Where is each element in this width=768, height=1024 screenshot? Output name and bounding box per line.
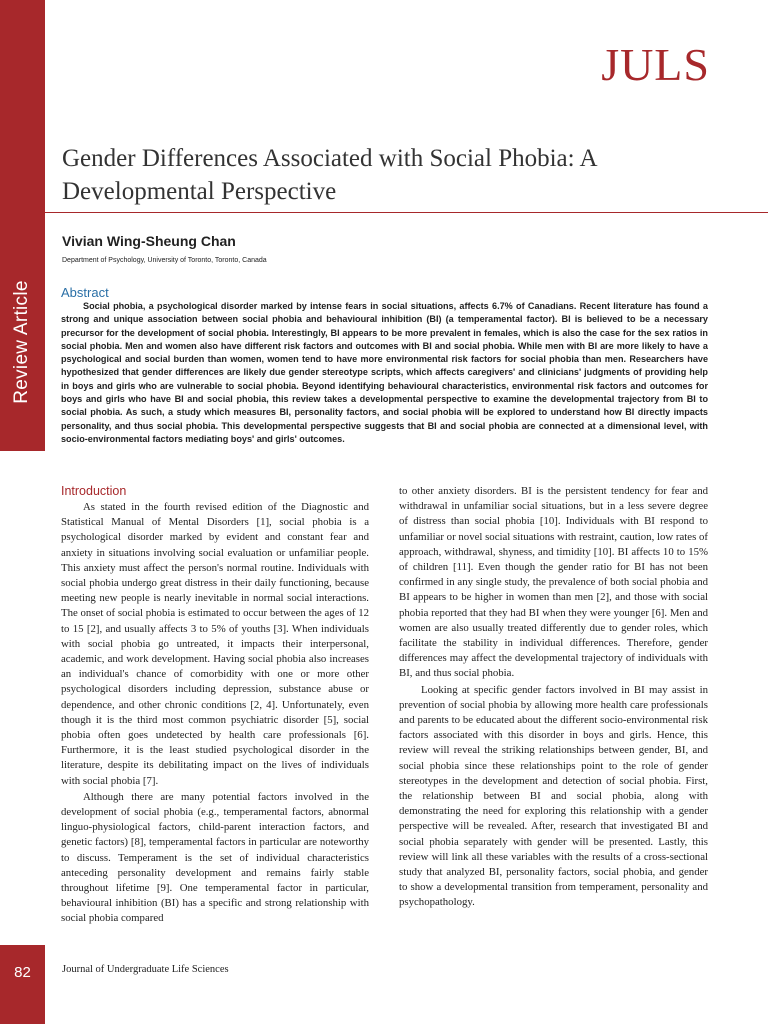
abstract-heading: Abstract [61, 285, 109, 300]
sidebar-band [0, 0, 45, 451]
article-title: Gender Differences Associated with Social Phobia: A Developmental Perspective [62, 145, 597, 205]
author-affiliation: Department of Psychology, University of Toronto, Toronto, Canada [62, 257, 267, 264]
body-paragraph: to other anxiety disorders. BI is the persistent tendency for fear and withdrawal in unfamiliar social situations, but in a less severe degree of distress than social phobia [10]. Individuals with BI respond to unfamiliar or novel social situations with restraint, caution, low rates of approach, withdrawal, shyness, and timidity [10]. BI affects 10 to 15% of children [11]. Even though the gender ratio for BI has not been confirmed in any single study, the prevalence of both social phobia and BI appears to be higher in women than men [2], and those with social phobia reported that they had BI when they were younger [6]. Men and women are also usually treated differently due to gender roles, which facilitate the stability in individual differences. Therefore, gender differences may affect the developmental trajectory of individuals with BI, and thus social phobia. [399, 485, 708, 680]
abstract-text: Social phobia, a psychological disorder marked by intense fears in social situations, affects 6.7% of Canadians. Recent literature has found a strong and unique association between social phobia and behavioural inhibition (BI) (a temperamental factor). BI is believed to be a necessary precursor for the development of social phobia. Interestingly, BI appears to be more prevalent in females, which is also the case for the sex ratios in social phobia. Men and women also have different risk factors and outcomes with BI and social phobia. While men with BI are more likely to have a psychological and social burden than women, women tend to have more environmental risk factors for social phobia than men. Researchers have hypothesized that gender differences are likely due gender stereotype scripts, which affects caregivers' and clinicians' judgments of providing help in boys and girls who are vulnerable to social phobia. Beyond identifying behavioural characteristics, environmental risk factors and outcomes for boys and girls who have BI and social phobia, this review takes a developmental perspective to examine the developmental trajectory from BI to social phobia. As such, a study which measures BI, personality factors, and social phobia will be explored to understand how BI directly impacts personality, and thus social phobia. This developmental perspective suggests that BI and social phobia are connected at a dimensional level, with socio-environmental factors mediating boys' and girls' outcomes. [61, 301, 708, 444]
body-paragraph: As stated in the fourth revised edition of the Diagnostic and Statistical Manual of Mental Disorders [1], social phobia is a psychological disorder marked by evident and constant fear and anxiety in situations involving social evaluation or unfamiliar people. This anxiety must affect the person's normal routine. Individuals with social phobia undergo great distress in their daily functioning, because meeting new people is nearly inevitable in normal social interactions. The onset of social phobia is estimated to occur between the ages of 12 to 15 [2], and usually affects 3 to 5% of youths [3]. When individuals with social phobia go untreated, it impacts their interpersonal, academic, and work development. Having social phobia also increases an individual's chance of comorbidity with one or more other psychological disorders including depression, substance abuse or dependence, and other chronic conditions [2, 4]. Unfortunately, even though it is the third most common psychiatric disorder [5], social phobia often goes undetected by health care professionals [6]. Furthermore, it is the least studied psychological disorder in the literature, despite its debilitating impact on the lives of individuals with social phobia [7]. [61, 501, 369, 787]
left-column [61, 484, 369, 927]
body-paragraph: Although there are many potential factors involved in the development of social phobia (e.g., temperamental factors, abnormal linguo-physiological factors, child-parent interaction factors, and genetic factors) [8], temperamental factors in particular are noteworthy to discuss. Temperament is the set of individual characteristics anteceding personality development and remains fairly stable throughout lifetime [9]. One temperamental factor in particular, behavioural inhibition (BI) has a specific and strong relationship with social phobia compared [61, 790, 369, 925]
article-type-label: Review Article [11, 280, 32, 404]
page-number: 82 [14, 964, 31, 981]
page-number-band [0, 945, 45, 1024]
author-name: Vivian Wing-Sheung Chan [62, 233, 236, 249]
right-column [399, 484, 708, 911]
journal-logo: JULS [601, 39, 710, 90]
footer-journal-name: Journal of Undergraduate Life Sciences [62, 964, 229, 975]
body-paragraph: Looking at specific gender factors involved in BI may assist in prevention of social phobia by allowing more health care professionals and parents to be educated about the different socio-environmental risk factors associated with this disorder in boys and girls. Hence, this review will reveal the striking relationships between gender, BI, and social phobia since these relationships point to the role of gender stereotypes in the development and detection of social phobia. First, the relationship between BI and social phobia, along with demonstrating the need for exploring this relationship with a gender perspective will be revealed. After, research that investigated BI and social phobia separately with gender will be presented. Lastly, this review will link all these variables with the results of a cross-sectional study that analyzed BI, personality factors, social phobia, and gender to show a developmental transition from temperament, personality and psychopathology. [399, 683, 708, 909]
introduction-heading: Introduction [61, 484, 127, 498]
title-divider [45, 212, 768, 213]
